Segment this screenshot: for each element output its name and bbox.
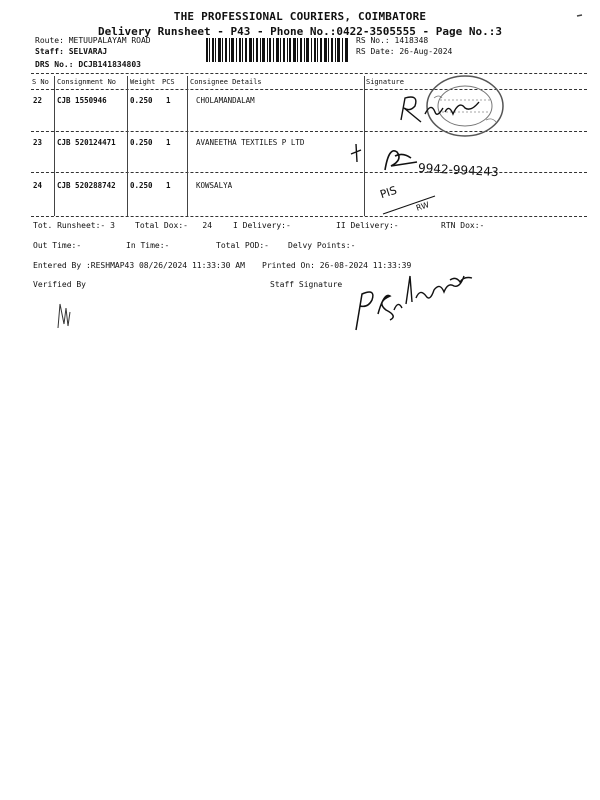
total-dox: Total Dox:- 24 — [135, 221, 213, 230]
i-delivery: I Delivery:- — [233, 221, 291, 230]
signature-row-22-image — [395, 92, 485, 128]
row-pcs: 1 — [166, 138, 171, 147]
row-sno: 24 — [33, 181, 43, 190]
staff-label: Staff: SELVARAJ — [35, 47, 108, 56]
row-consignment: CJB 520288742 — [57, 181, 116, 190]
col-header-pcs: PCS — [162, 78, 175, 86]
row-consignee: CHOLAMANDALAM — [196, 96, 255, 105]
row-weight: 0.250 — [130, 181, 153, 190]
table-bottom-rule — [31, 216, 587, 217]
row-weight: 0.250 — [130, 138, 153, 147]
tot-runsheet: Tot. Runsheet:- 3 — [33, 221, 115, 230]
printed-on: Printed On: 26-08-2024 11:33:39 — [262, 261, 412, 270]
drs-number: DRS No.: DCJB141834803 — [35, 60, 141, 69]
route-label: Route: METUUPALAYAM ROAD — [35, 36, 151, 45]
col-header-consignee: Consignee Details — [190, 78, 262, 86]
col-header-weight: Weight — [130, 78, 156, 86]
col-header-sno: S No — [32, 78, 49, 86]
rs-number: RS No.: 1418348 — [356, 36, 429, 45]
rs-date: RS Date: 26-Aug-2024 — [356, 47, 453, 56]
barcode-image — [206, 38, 348, 62]
signature-row-23-image — [345, 140, 425, 180]
row-consignment: CJB 520124471 — [57, 138, 116, 147]
entered-by: Entered By :RESHMAP43 08/26/2024 11:33:30 AM — [33, 261, 245, 270]
rtn-dox: RTN Dox:- — [441, 221, 485, 230]
column-divider — [54, 76, 55, 216]
row-pcs: 1 — [166, 181, 171, 190]
col-header-consignment: Consignment No — [57, 78, 117, 86]
verified-by-label: Verified By — [33, 280, 86, 289]
column-divider — [127, 76, 128, 216]
company-title: THE PROFESSIONAL COURIERS, COIMBATORE — [173, 10, 427, 23]
col-header-signature: Signature — [366, 78, 404, 86]
handwritten-pis: PIS — [378, 183, 399, 202]
total-pod: Total POD:- — [216, 241, 269, 250]
handwritten-rw: RW — [414, 200, 431, 213]
row-sno: 22 — [33, 96, 43, 105]
row-pcs: 1 — [166, 96, 171, 105]
staff-signature-image — [350, 258, 490, 338]
in-time: In Time:- — [126, 241, 170, 250]
row-sno: 23 — [33, 138, 43, 147]
ii-delivery: II Delivery:- — [336, 221, 399, 230]
row-weight: 0.250 — [130, 96, 153, 105]
row-consignee: AVANEETHA TEXTILES P LTD — [196, 138, 305, 147]
row-consignee: KOWSALYA — [196, 181, 233, 190]
verified-by-signature-image — [50, 298, 80, 332]
runsheet-title: Delivery Runsheet - P43 - Phone No.:0422-3505555 - Page No.:3 — [98, 25, 502, 38]
delvy-points: Delvy Points:- — [288, 241, 356, 250]
staff-signature-label: Staff Signature — [270, 280, 343, 289]
out-time: Out Time:- — [33, 241, 82, 250]
row-divider — [31, 172, 587, 173]
row-consignment: CJB 1550946 — [57, 96, 107, 105]
scan-mark-image — [576, 12, 584, 20]
handwritten-phone: 9942-994243 — [417, 160, 499, 180]
column-divider — [187, 76, 188, 216]
